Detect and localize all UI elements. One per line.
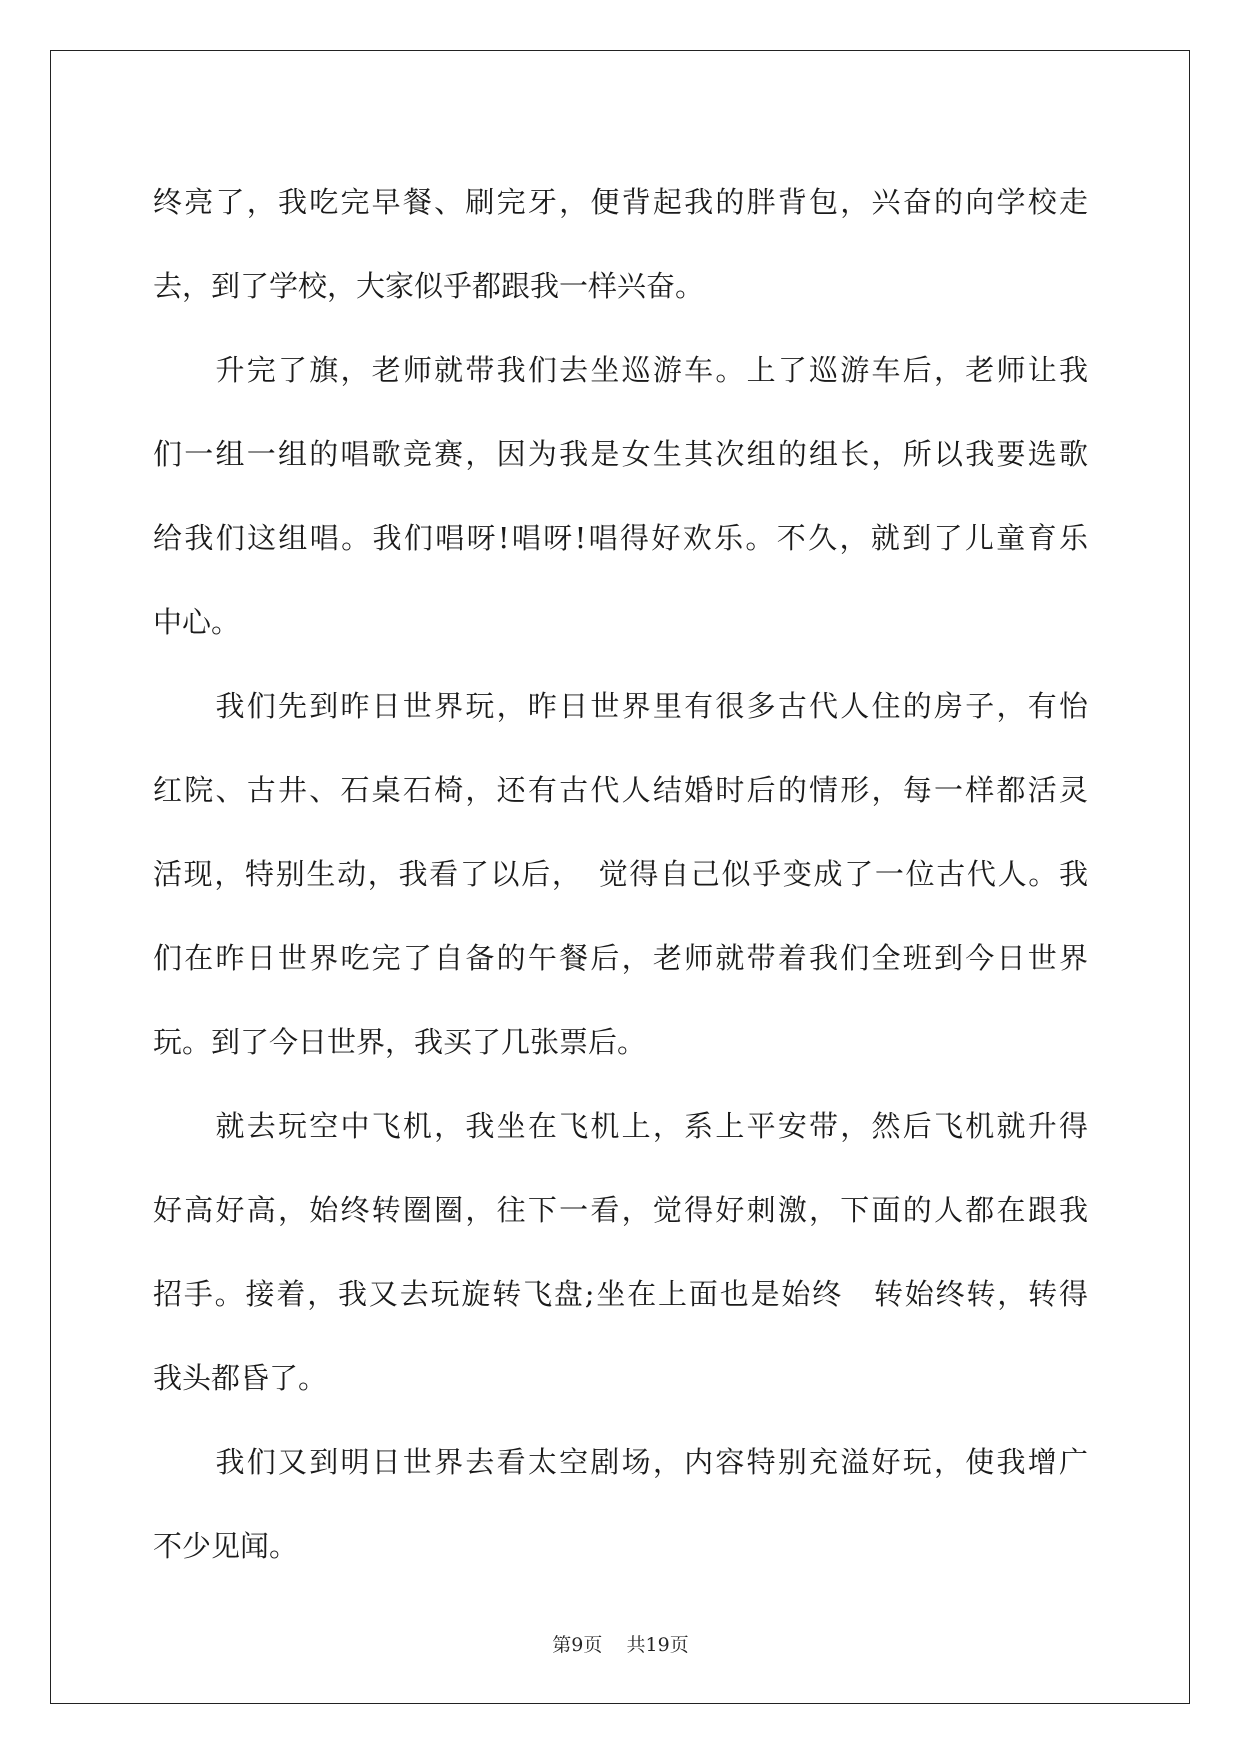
page-total: 共19页: [626, 1634, 689, 1656]
text-line: 中心。: [153, 605, 241, 639]
text-line: 去，到了学校，大家似乎都跟我一样兴奋。: [153, 269, 705, 303]
document-body: [153, 160, 1088, 1588]
text-line: 就去玩空中飞机，我坐在飞机上，系上平安带，然后飞机就升得: [153, 1109, 1088, 1143]
text-line: 活现，特别生动，我看了以后， 觉得自己似乎变成了一位古代人。我: [153, 857, 1088, 891]
text-line: 终亮了，我吃完早餐、刷完牙，便背起我的胖背包，兴奋的向学校走: [153, 185, 1088, 219]
text-line: 我们又到明日世界去看太空剧场，内容特别充溢好玩，使我增广: [153, 1445, 1088, 1479]
page-footer: [0, 1630, 1241, 1657]
paragraph-3: [153, 664, 1088, 1084]
paragraph-1: [153, 160, 1088, 328]
paragraph-4: [153, 1084, 1088, 1420]
paragraph-2: [153, 328, 1088, 664]
page-number: 第9页: [552, 1634, 603, 1656]
text-line: 升完了旗，老师就带我们去坐巡游车。上了巡游车后，老师让我: [153, 353, 1088, 387]
text-line: 招手。接着，我又去玩旋转飞盘;坐在上面也是始终 转始终转，转得: [153, 1277, 1088, 1311]
text-line: 玩。到了今日世界，我买了几张票后。: [153, 1025, 647, 1059]
text-line: 红院、古井、石桌石椅，还有古代人结婚时后的情形，每一样都活灵: [153, 773, 1088, 807]
text-line: 好高好高，始终转圈圈，往下一看，觉得好刺激，下面的人都在跟我: [153, 1193, 1088, 1227]
text-line: 们一组一组的唱歌竞赛，因为我是女生其次组的组长，所以我要选歌: [153, 437, 1088, 471]
text-line: 不少见闻。: [153, 1529, 299, 1563]
text-line: 们在昨日世界吃完了自备的午餐后，老师就带着我们全班到今日世界: [153, 941, 1088, 975]
text-line: 我头都昏了。: [153, 1361, 328, 1395]
text-line: 给我们这组唱。我们唱呀!唱呀!唱得好欢乐。不久，就到了儿童育乐: [153, 521, 1088, 555]
text-line: 我们先到昨日世界玩，昨日世界里有很多古代人住的房子，有怡: [153, 689, 1088, 723]
paragraph-5: [153, 1420, 1088, 1588]
